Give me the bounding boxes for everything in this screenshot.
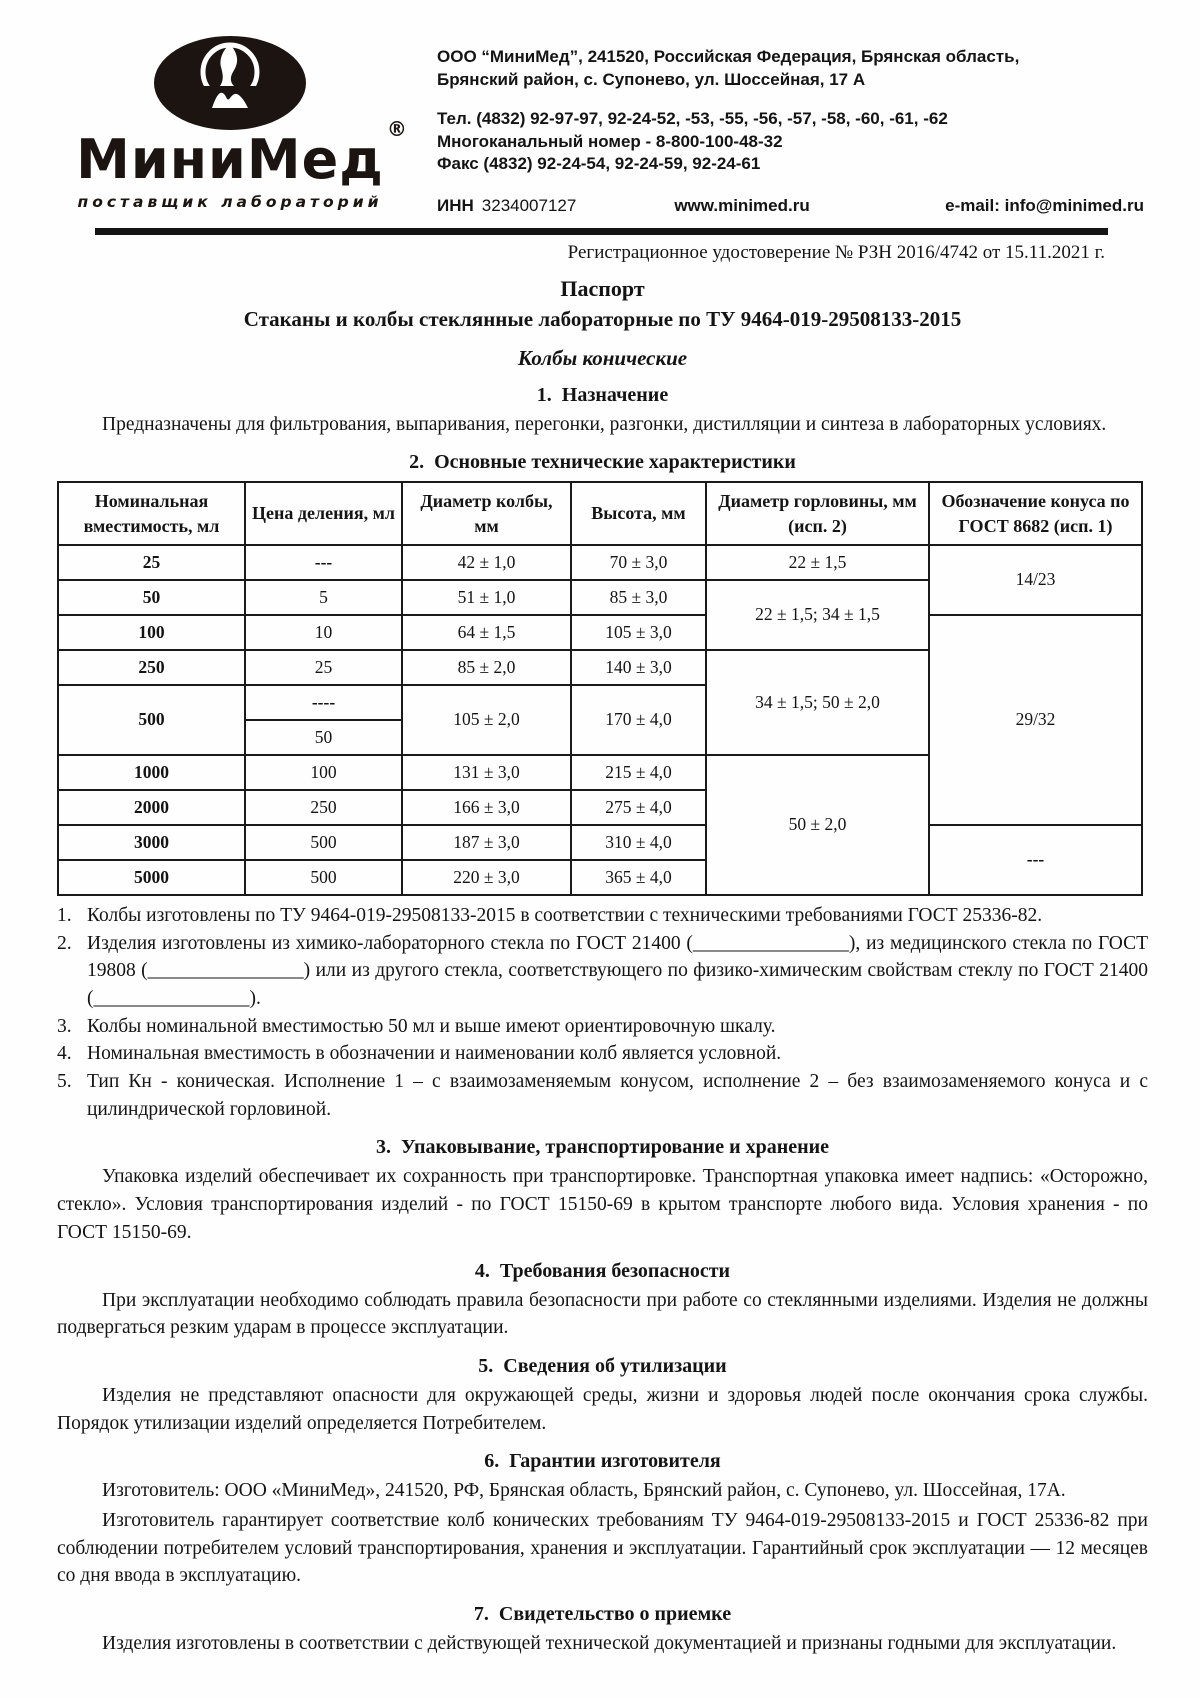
table-column-header: Номинальная вместимость, мл: [58, 482, 245, 545]
table-cell: 166 ± 3,0: [402, 790, 571, 825]
table-cell: 14/23: [929, 545, 1142, 615]
spec-table: [57, 481, 1143, 896]
table-cell: 140 ± 3,0: [571, 650, 706, 685]
note-text: Тип Кн - коническая. Исполнение 1 – с взаимозаменяемым конусом, исполнение 2 – без взаимозаменяемого конуса и с цилиндрической горловиной.: [87, 1071, 1148, 1120]
page-title: Стаканы и колбы стеклянные лабораторные по ТУ 9464-019-29508133-2015: [243, 306, 962, 331]
note-item: [57, 1068, 1148, 1123]
registration-certificate-line: Регистрационное удостоверение № РЗН 2016/4742 от 15.11.2021 г.: [567, 241, 1105, 263]
table-cell: 64 ± 1,5: [402, 615, 571, 650]
table-cell: 105 ± 2,0: [402, 685, 571, 755]
table-cell: 25: [58, 545, 245, 580]
table-cell: 42 ± 1,0: [402, 545, 571, 580]
section-1-paragraph: Предназначены для фильтрования, выпаривания, перегонки, разгонки, дистилляции и синтеза в лабораторных условиях.: [102, 413, 1107, 435]
note-text: Изделия изготовлены из химико-лабораторного стекла по ГОСТ 21400 (________________), из медицинского стекла по ГОСТ 19808 (________________) или из другого стекла, соответствующего по физико-химическим свойствам стеклу по ГОСТ 21400 (________________).: [87, 932, 1148, 1009]
table-cell: 50: [245, 720, 402, 755]
table-cell: 250: [245, 790, 402, 825]
section-heading-4: 4. Требования безопасности: [474, 1259, 731, 1282]
table-cell: 29/32: [929, 615, 1142, 825]
note-number: 3.: [57, 1015, 72, 1037]
table-cell: 170 ± 4,0: [571, 685, 706, 755]
table-cell: 215 ± 4,0: [571, 755, 706, 790]
table-cell: 275 ± 4,0: [571, 790, 706, 825]
spec-table-body: [58, 545, 1142, 895]
company-logo: [57, 34, 408, 211]
phone-line: Тел. (4832) 92-97-97, 92-24-52, -53, -55, -56, -57, -58, -60, -61, -62: [437, 109, 948, 129]
table-cell: 25: [245, 650, 402, 685]
table-cell: ---: [929, 825, 1142, 895]
table-cell: 22 ± 1,5: [706, 545, 929, 580]
address-line: ООО “МиниМед”, 241520, Российская Федерация, Брянская область,: [437, 47, 1020, 66]
table-cell: 105 ± 3,0: [571, 615, 706, 650]
doc-type-title: Паспорт: [560, 275, 645, 301]
table-column-header: Цена деления, мл: [245, 482, 402, 545]
table-row: [58, 615, 1142, 650]
table-cell: 250: [58, 650, 245, 685]
note-number: 2.: [57, 932, 72, 954]
address-line: Брянский район, с. Супонево, ул. Шоссейная, 17 А: [437, 69, 866, 89]
section-heading-7: 7. Свидетельство о приемке: [473, 1603, 732, 1625]
section-5-paragraph: Изделия не представляют опасности для окружающей среды, жизни и здоровья людей после окончания срока службы. Порядок утилизации изделий определяется Потребителем.: [57, 1384, 1148, 1434]
note-item: [57, 1013, 1148, 1041]
table-column-header: Диаметр горловины, мм (исп. 2): [706, 482, 929, 545]
spec-table-header-row: [58, 482, 1142, 545]
note-text: Номинальная вместимость в обозначении и наименовании колб является условной.: [87, 1043, 782, 1065]
logo-tagline: поставщик лабораторий: [77, 193, 383, 211]
table-row: [58, 545, 1142, 580]
table-cell: 85 ± 3,0: [571, 580, 706, 615]
contact-block: [395, 34, 1148, 218]
table-cell: 34 ± 1,5; 50 ± 2,0: [706, 650, 929, 755]
table-row: [58, 825, 1142, 860]
logo-brand-text: МиниМед ®: [76, 117, 408, 191]
table-cell: 50 ± 2,0: [706, 755, 929, 895]
section-heading-5: 5. Сведения об утилизации: [478, 1354, 727, 1377]
table-cell: 310 ± 4,0: [571, 825, 706, 860]
section-heading-6: 6. Гарантии изготовителя: [484, 1450, 721, 1473]
logo-candle-icon: [150, 34, 310, 132]
table-column-header: Диаметр колбы, мм: [402, 482, 571, 545]
letterhead: [57, 34, 1148, 218]
email-link[interactable]: e-mail: info@minimed.ru: [945, 196, 1144, 216]
note-number: 5.: [57, 1071, 72, 1093]
inn-label: ИНН: [437, 196, 474, 216]
section-4-paragraph: При эксплуатации необходимо соблюдать правила безопасности при работе со стеклянными изделиями. Изделия не должны подвергаться резким ударам в процессе эксплуатации.: [57, 1289, 1148, 1339]
section-heading-3: 3. Упаковывание, транспортирование и хранение: [375, 1136, 830, 1159]
table-cell: 5000: [58, 860, 245, 895]
table-cell: 100: [245, 755, 402, 790]
header-divider: [95, 228, 1108, 235]
table-cell: 100: [58, 615, 245, 650]
table-cell: 50: [58, 580, 245, 615]
note-item: [57, 1040, 1148, 1068]
note-number: 4.: [57, 1043, 72, 1065]
table-cell: 5: [245, 580, 402, 615]
table-column-header: Высота, мм: [571, 482, 706, 545]
section-6-paragraph: Изготовитель гарантирует соответствие колб конических требованиям ТУ 9464-019-29508133-2015 и ГОСТ 25336-82 при соблюдении потребителем условий транспортирования, хранения и эксплуатации. Гарантийный срок эксплуатации — 12 месяцев со дня ввода в эксплуатацию.: [57, 1509, 1148, 1587]
table-cell: 3000: [58, 825, 245, 860]
table-cell: 85 ± 2,0: [402, 650, 571, 685]
table-cell: 220 ± 3,0: [402, 860, 571, 895]
phone-line: Факс (4832) 92-24-54, 92-24-59, 92-24-61: [437, 154, 761, 174]
note-text: Колбы номинальной вместимостью 50 мл и выше имеют ориентировочную шкалу.: [87, 1015, 776, 1037]
table-cell: 131 ± 3,0: [402, 755, 571, 790]
table-cell: 500: [245, 860, 402, 895]
table-cell: 365 ± 4,0: [571, 860, 706, 895]
table-cell: 10: [245, 615, 402, 650]
table-cell: 70 ± 3,0: [571, 545, 706, 580]
table-cell: ---: [245, 545, 402, 580]
doc-subtitle: Колбы конические: [517, 345, 688, 370]
table-cell: 187 ± 3,0: [402, 825, 571, 860]
registered-trademark-icon: ®: [386, 117, 408, 141]
table-cell: 1000: [58, 755, 245, 790]
table-column-header: Обозначение конуса по ГОСТ 8682 (исп. 1): [929, 482, 1142, 545]
table-cell: 500: [58, 685, 245, 755]
note-text: Колбы изготовлены по ТУ 9464-019-29508133-2015 в соответствии с техническими требованиями ГОСТ 25336-82.: [87, 904, 1043, 926]
inn-value: 3234007127: [481, 196, 577, 216]
table-cell: 500: [245, 825, 402, 860]
table-cell: 22 ± 1,5; 34 ± 1,5: [706, 580, 929, 650]
note-item: [57, 902, 1148, 930]
notes-list: [57, 902, 1148, 1124]
section-7-paragraph: Изделия изготовлены в соответствии с действующей технической документацией и признаны годными для эксплуатации.: [102, 1633, 1117, 1654]
note-number: 1.: [57, 904, 72, 926]
table-cell: 2000: [58, 790, 245, 825]
signature-area: [57, 1676, 1148, 1697]
section-6-paragraph: Изготовитель: ООО «МиниМед», 241520, РФ, Брянская область, Брянский район, с. Супонево, ул. Шоссейная, 17А.: [102, 1480, 1066, 1502]
phone-line: Многоканальный номер - 8-800-100-48-32: [437, 131, 783, 151]
table-cell: 51 ± 1,0: [402, 580, 571, 615]
note-item: [57, 930, 1148, 1013]
section-heading-1: 1. Назначение: [536, 383, 669, 406]
table-cell: ----: [245, 685, 402, 720]
section-heading-2: 2. Основные технические характеристики: [409, 451, 796, 474]
website-link[interactable]: www.minimed.ru: [674, 196, 810, 216]
section-3-paragraph: Упаковка изделий обеспечивает их сохранность при транспортировке. Транспортная упаковка имеет надпись: «Осторожно, стекло». Условия транспортирования изделий - по ГОСТ 15150-69 в крытом транспорте любого вида. Условия хранения - по ГОСТ 15150-69.: [57, 1166, 1148, 1243]
